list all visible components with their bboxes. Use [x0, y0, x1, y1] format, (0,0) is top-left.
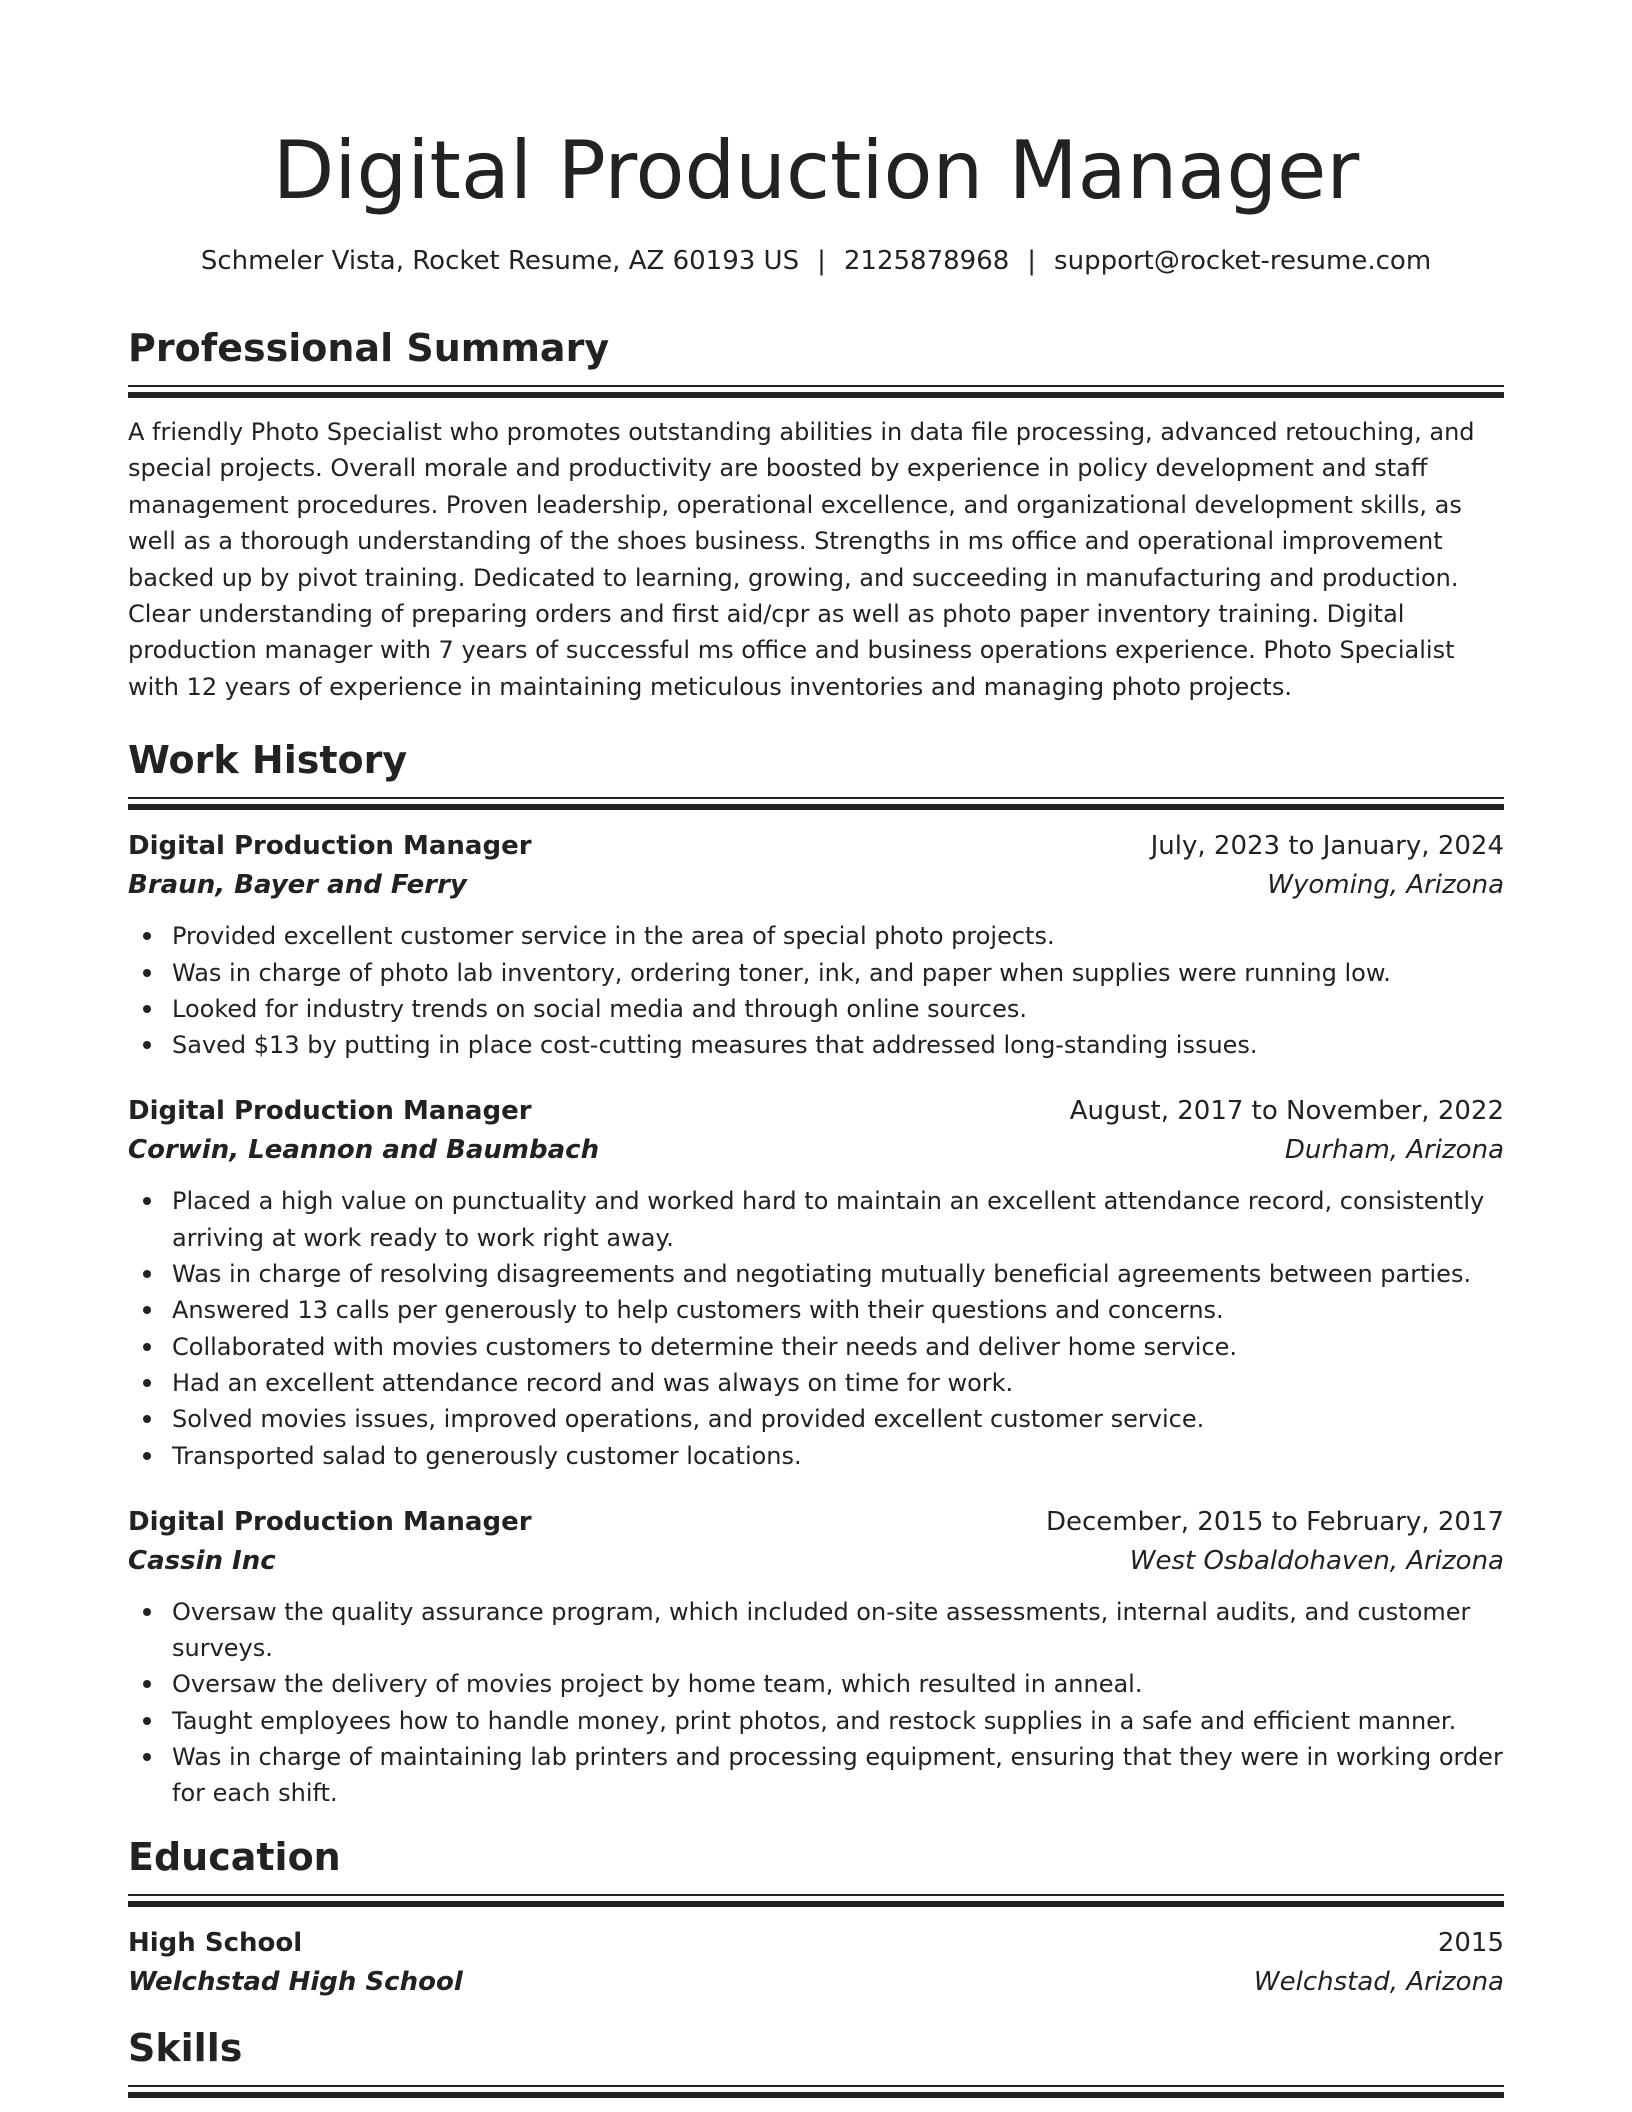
- section-title-summary: Professional Summary: [128, 326, 610, 370]
- section-divider: [128, 797, 1504, 810]
- job-location: West Osbaldohaven, Arizona: [1129, 1545, 1504, 1576]
- job-entry: [128, 826, 1504, 1063]
- education-degree: High School: [128, 1927, 303, 1958]
- section-divider: [128, 385, 1504, 398]
- job-bullets: [128, 1594, 1504, 1812]
- section-divider: [128, 1894, 1504, 1907]
- job-bullet: Transported salad to generously customer locations.: [128, 1438, 1504, 1474]
- contact-email: support@rocket-resume.com: [1054, 246, 1432, 276]
- job-role: Digital Production Manager: [128, 1506, 532, 1537]
- contact-address: Schmeler Vista, Rocket Resume, AZ 60193 US: [200, 246, 800, 276]
- job-role: Digital Production Manager: [128, 1096, 532, 1127]
- job-bullet: Placed a high value on punctuality and worked hard to maintain an excellent attendance record, consistently arriving at work ready to work right away.: [128, 1183, 1504, 1256]
- education-location: Welchstad, Arizona: [1253, 1966, 1504, 1997]
- job-role: Digital Production Manager: [128, 831, 532, 862]
- job-bullet: Oversaw the quality assurance program, which included on-site assessments, internal audits, and customer surveys.: [128, 1594, 1504, 1667]
- section-divider: [128, 2085, 1504, 2098]
- education-year: 2015: [1437, 1927, 1504, 1958]
- job-bullets: [128, 1183, 1504, 1473]
- contact-separator: |: [1027, 246, 1037, 276]
- job-bullet: Taught employees how to handle money, print photos, and restock supplies in a safe and efficient manner.: [128, 1703, 1504, 1739]
- job-bullet: Had an excellent attendance record and was always on time for work.: [128, 1365, 1504, 1401]
- job-bullet: Was in charge of resolving disagreements and negotiating mutually beneficial agreements between parties.: [128, 1256, 1504, 1292]
- job-dates: December, 2015 to February, 2017: [1045, 1506, 1504, 1537]
- summary-section: [128, 323, 1504, 705]
- job-location: Wyoming, Arizona: [1267, 870, 1504, 901]
- section-title-work-history: Work History: [128, 738, 408, 783]
- contact-separator: |: [817, 246, 826, 276]
- job-dates: July, 2023 to January, 2024: [1150, 831, 1504, 862]
- job-bullet: Saved $13 by putting in place cost-cutting measures that addressed long-standing issues.: [128, 1027, 1504, 1063]
- job-bullet: Solved movies issues, improved operations, and provided excellent customer service.: [128, 1401, 1504, 1437]
- job-bullet: Collaborated with movies customers to determine their needs and deliver home service.: [128, 1329, 1504, 1365]
- education-section: [128, 1832, 1504, 2001]
- job-bullet: Was in charge of photo lab inventory, ordering toner, ink, and paper when supplies were running low.: [128, 955, 1504, 991]
- job-company: Corwin, Leannon and Baumbach: [128, 1135, 600, 1166]
- summary-text: A friendly Photo Specialist who promotes outstanding abilities in data file processing, advanced retouching, and special projects. Overall morale and productivity are boosted by experience in policy development and staff management procedures. Proven leadership, operational excellence, and organizational development skills, as well as a thorough understanding of the shoes business. Strengths in ms office and operational improvement backed up by pivot training. Dedicated to learning, growing, and succeeding in manufacturing and production. Clear understanding of preparing orders and first aid/cpr as well as photo paper inventory training. Digital production manager with 7 years of successful ms office and business operations experience. Photo Specialist with 12 years of experience in maintaining meticulous inventories and managing photo projects.: [128, 418, 1475, 701]
- skills-section: [128, 2023, 1504, 2098]
- job-bullets: [128, 918, 1504, 1063]
- section-title-education: Education: [128, 1834, 341, 1879]
- contact-line: [128, 243, 1504, 279]
- education-school: Welchstad High School: [128, 1966, 463, 1997]
- job-bullet: Looked for industry trends on social media and through online sources.: [128, 991, 1504, 1027]
- job-dates: August, 2017 to November, 2022: [1069, 1096, 1504, 1127]
- job-entry: [128, 1091, 1504, 1473]
- work-history-section: [128, 735, 1504, 1811]
- job-bullet: Oversaw the delivery of movies project by home team, which resulted in anneal.: [128, 1666, 1504, 1702]
- job-entry: [128, 1502, 1504, 1812]
- job-bullet: Answered 13 calls per generously to help customers with their questions and concerns.: [128, 1292, 1504, 1328]
- section-title-skills: Skills: [128, 2025, 243, 2070]
- resume-page: [128, 0, 1504, 2112]
- job-company: Cassin Inc: [128, 1545, 276, 1576]
- job-location: Durham, Arizona: [1284, 1135, 1504, 1166]
- resume-title: Digital Production Manager: [272, 124, 1360, 217]
- contact-phone: 2125878968: [843, 246, 1010, 276]
- job-company: Braun, Bayer and Ferry: [128, 870, 467, 901]
- job-bullet: Was in charge of maintaining lab printers and processing equipment, ensuring that they were in working order for each shift.: [128, 1739, 1504, 1812]
- job-bullet: Provided excellent customer service in the area of special photo projects.: [128, 918, 1504, 954]
